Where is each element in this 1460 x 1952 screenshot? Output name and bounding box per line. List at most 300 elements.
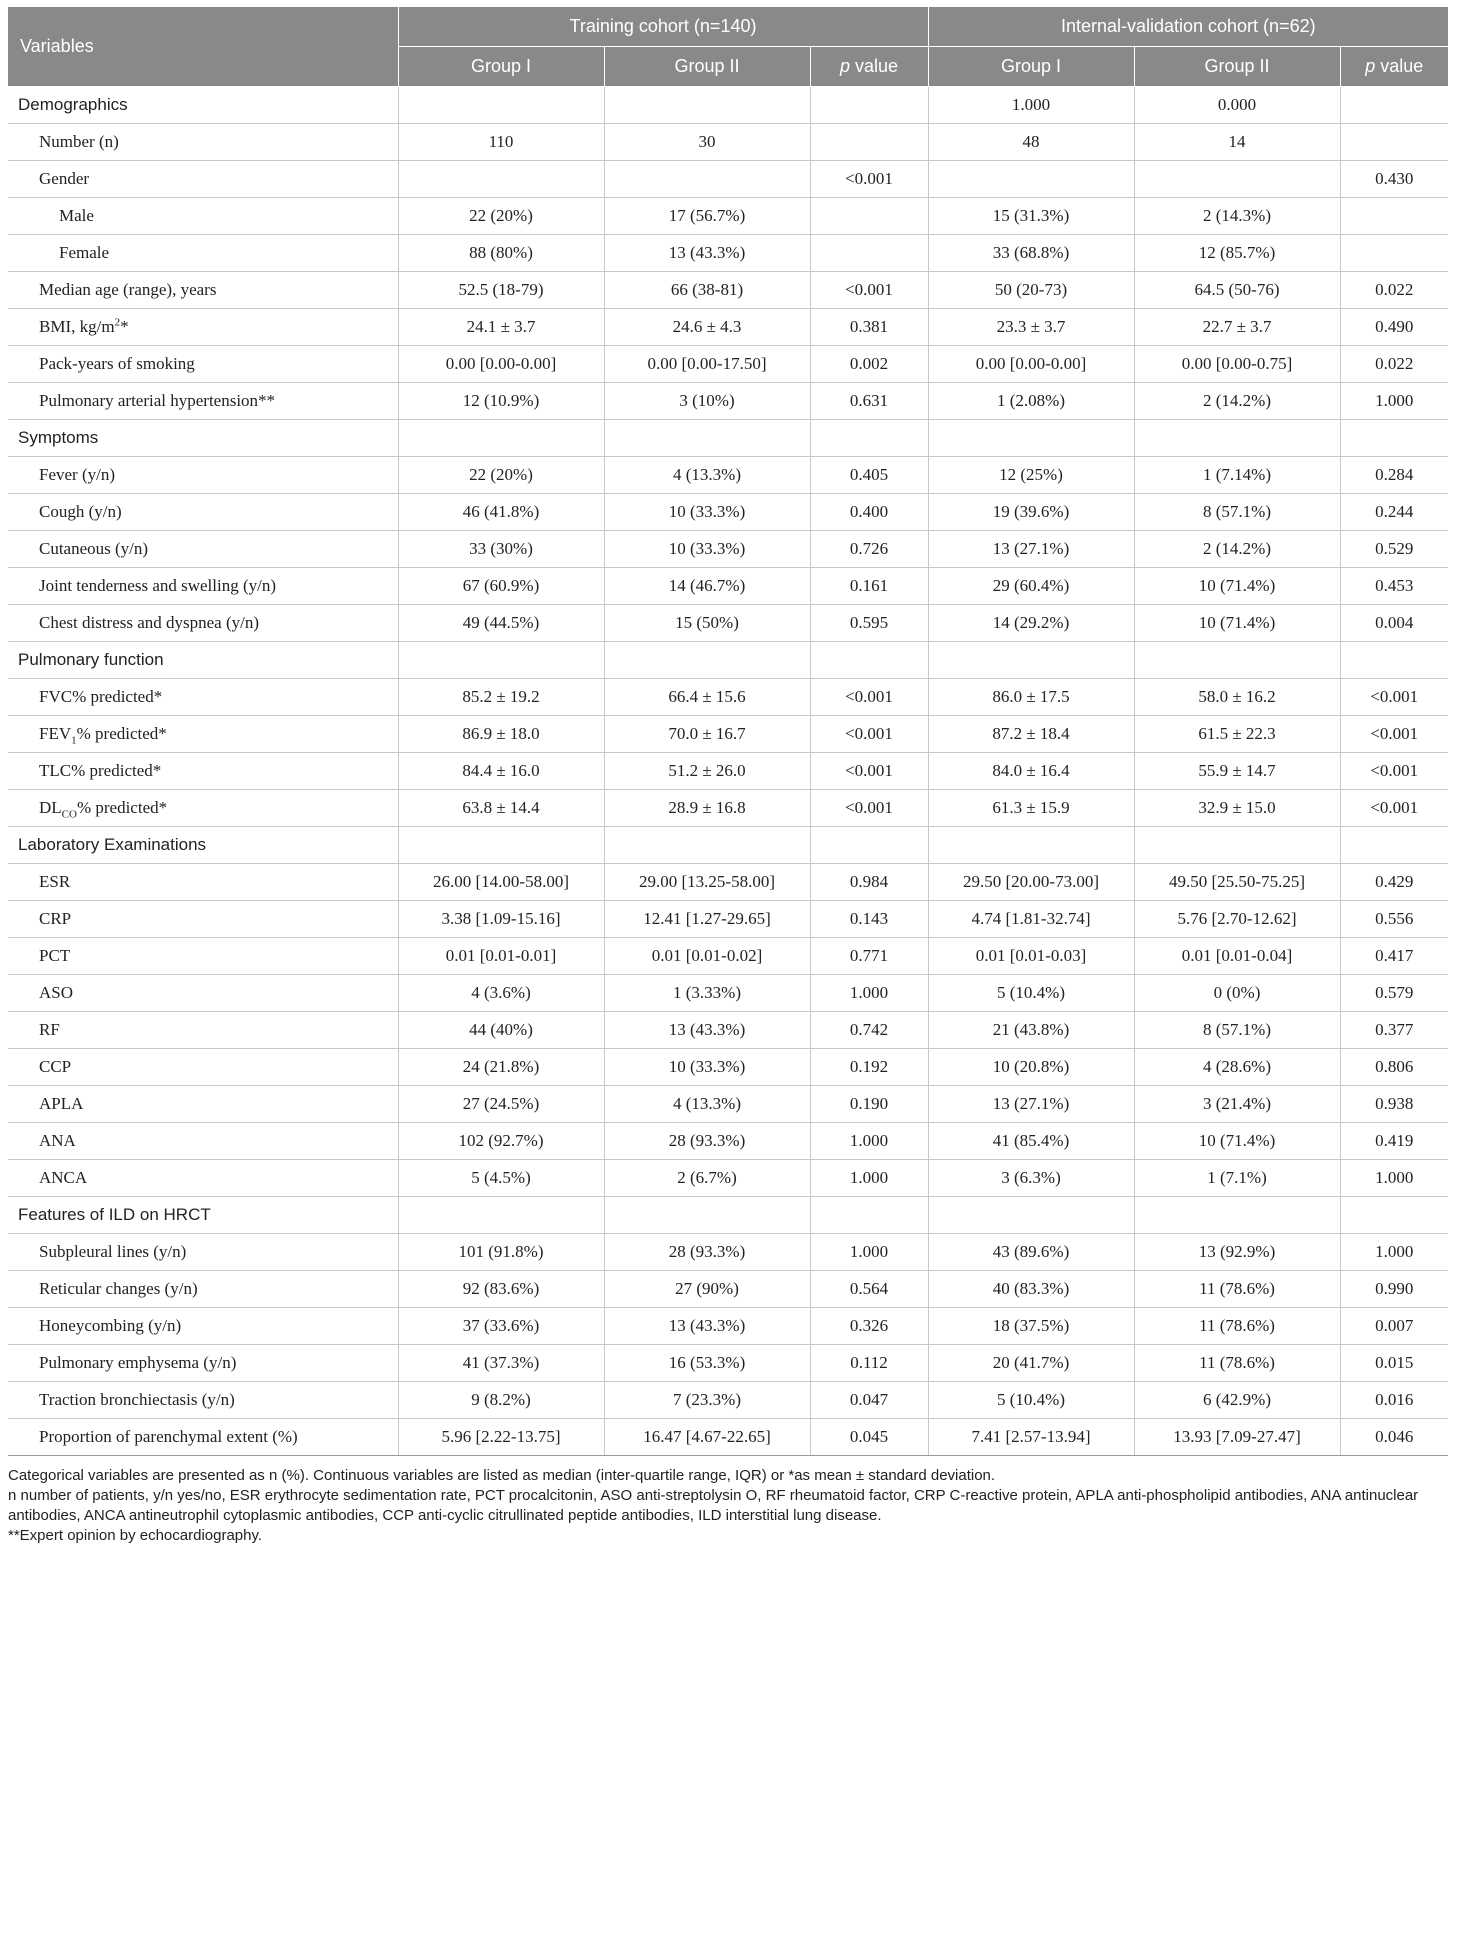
validation-p-value-cell: 0.244 <box>1340 494 1448 531</box>
validation-p-value-cell: 0.004 <box>1340 605 1448 642</box>
validation-group2-cell: 14 <box>1134 124 1340 161</box>
training-p-value-cell: 0.190 <box>810 1086 928 1123</box>
label-text: Female <box>59 243 110 262</box>
validation-group2-cell: 3 (21.4%) <box>1134 1086 1340 1123</box>
training-p-value-cell: <0.001 <box>810 679 928 716</box>
table-row <box>8 1419 1448 1456</box>
validation-group2-cell: 55.9 ± 14.7 <box>1134 753 1340 790</box>
training-group1-cell: 33 (30%) <box>398 531 604 568</box>
validation-group2-cell: 58.0 ± 16.2 <box>1134 679 1340 716</box>
training-p-value-cell <box>810 124 928 161</box>
label-text: CRP <box>39 909 72 928</box>
training-group2-cell: 0.00 [0.00-17.50] <box>604 346 810 383</box>
row-label <box>8 1382 398 1419</box>
row-label <box>8 864 398 901</box>
table-row <box>8 1271 1448 1308</box>
training-p-value-cell <box>810 235 928 272</box>
row-label <box>8 1160 398 1197</box>
validation-group1-header: Group I <box>928 47 1134 87</box>
validation-p-value-cell: 0.046 <box>1340 1419 1448 1456</box>
training-group1-cell: 12 (10.9%) <box>398 383 604 420</box>
training-group1-cell: 0.00 [0.00-0.00] <box>398 346 604 383</box>
footnote: n number of patients, y/n yes/no, ESR erythrocyte sedimentation rate, PCT procalcitonin, ASO anti-streptolysin O, RF rheumatoid factor, CRP C-reactive protein, APLA anti-phospholipid antibodies, ANA antinuclear antibodies, ANCA antineutrophil cytoplasmic antibodies, CCP anti-cyclic citrullinated peptide antibodies, ILD interstitial lung disease. <box>8 1487 1419 1524</box>
validation-group1-cell: 87.2 ± 18.4 <box>928 716 1134 753</box>
training-group1-cell: 67 (60.9%) <box>398 568 604 605</box>
training-p-value-cell: 0.045 <box>810 1419 928 1456</box>
training-group2-cell: 28 (93.3%) <box>604 1123 810 1160</box>
training-group1-cell: 101 (91.8%) <box>398 1234 604 1271</box>
training-group1-cell: 27 (24.5%) <box>398 1086 604 1123</box>
training-p-value-cell: 0.564 <box>810 1271 928 1308</box>
validation-p-value-cell: 1.000 <box>1340 1234 1448 1271</box>
validation-group2-cell: 0.00 [0.00-0.75] <box>1134 346 1340 383</box>
label-suffix: % predicted* <box>76 724 167 743</box>
section-label <box>8 87 398 124</box>
table-row <box>8 1123 1448 1160</box>
training-group1-cell: 5 (4.5%) <box>398 1160 604 1197</box>
table-row <box>8 198 1448 235</box>
p-italic: p <box>839 56 850 76</box>
table-row <box>8 161 1448 198</box>
section-row <box>8 87 1448 124</box>
training-p-value-cell: 1.000 <box>810 1160 928 1197</box>
validation-group1-cell <box>928 1197 1134 1234</box>
validation-group2-cell: 13.93 [7.09-27.47] <box>1134 1419 1340 1456</box>
training-group2-cell: 24.6 ± 4.3 <box>604 309 810 346</box>
validation-group1-cell <box>928 420 1134 457</box>
row-label <box>8 235 398 272</box>
row-label <box>8 1271 398 1308</box>
validation-group2-cell <box>1134 1197 1340 1234</box>
training-group2-cell: 13 (43.3%) <box>604 1308 810 1345</box>
row-label <box>8 679 398 716</box>
training-p-value-cell: 1.000 <box>810 975 928 1012</box>
section-row <box>8 642 1448 679</box>
validation-p-value-cell: 0.417 <box>1340 938 1448 975</box>
training-group2-cell: 15 (50%) <box>604 605 810 642</box>
label-text: Subpleural lines (y/n) <box>39 1242 187 1261</box>
training-group1-cell: 84.4 ± 16.0 <box>398 753 604 790</box>
training-p-value-cell: <0.001 <box>810 790 928 827</box>
training-group1-cell <box>398 87 604 124</box>
validation-group2-cell: 1 (7.14%) <box>1134 457 1340 494</box>
training-p-value-cell: 0.326 <box>810 1308 928 1345</box>
row-label <box>8 753 398 790</box>
table-row <box>8 790 1448 827</box>
label-text: ESR <box>39 872 71 891</box>
training-p-value-cell: 0.400 <box>810 494 928 531</box>
training-group1-cell: 49 (44.5%) <box>398 605 604 642</box>
training-group2-cell: 7 (23.3%) <box>604 1382 810 1419</box>
table-row <box>8 383 1448 420</box>
validation-p-value-cell <box>1340 87 1448 124</box>
validation-group1-cell: 48 <box>928 124 1134 161</box>
validation-p-value-cell: <0.001 <box>1340 790 1448 827</box>
training-group2-header: Group II <box>604 47 810 87</box>
validation-group2-cell: 22.7 ± 3.7 <box>1134 309 1340 346</box>
training-p-value-cell: <0.001 <box>810 272 928 309</box>
validation-group2-cell <box>1134 161 1340 198</box>
training-group1-cell: 37 (33.6%) <box>398 1308 604 1345</box>
label-text: Cutaneous (y/n) <box>39 539 149 558</box>
row-label <box>8 605 398 642</box>
label-text: Symptoms <box>18 428 99 447</box>
table-row <box>8 494 1448 531</box>
validation-p-value-cell: <0.001 <box>1340 753 1448 790</box>
validation-group1-cell: 0.00 [0.00-0.00] <box>928 346 1134 383</box>
label-text: Laboratory Examinations <box>18 835 207 854</box>
label-text: Proportion of parenchymal extent (%) <box>39 1427 298 1446</box>
training-group2-cell: 17 (56.7%) <box>604 198 810 235</box>
table-header <box>8 7 1448 87</box>
section-row <box>8 1197 1448 1234</box>
training-p-value-cell <box>810 87 928 124</box>
row-label <box>8 346 398 383</box>
validation-group2-cell: 8 (57.1%) <box>1134 494 1340 531</box>
validation-group2-cell: 49.50 [25.50-75.25] <box>1134 864 1340 901</box>
validation-group1-cell: 4.74 [1.81-32.74] <box>928 901 1134 938</box>
label-text: FEV <box>39 724 72 743</box>
row-label <box>8 272 398 309</box>
training-group1-cell: 24 (21.8%) <box>398 1049 604 1086</box>
validation-group1-cell: 41 (85.4%) <box>928 1123 1134 1160</box>
label-text: CCP <box>39 1057 72 1076</box>
validation-group2-cell: 10 (71.4%) <box>1134 568 1340 605</box>
validation-group2-cell: 11 (78.6%) <box>1134 1345 1340 1382</box>
validation-group1-cell: 3 (6.3%) <box>928 1160 1134 1197</box>
label-text: TLC% predicted* <box>39 761 162 780</box>
validation-group2-cell: 5.76 [2.70-12.62] <box>1134 901 1340 938</box>
training-group2-cell: 3 (10%) <box>604 383 810 420</box>
training-p-value-cell: <0.001 <box>810 161 928 198</box>
validation-group2-cell: 2 (14.2%) <box>1134 531 1340 568</box>
validation-p-value-cell: 0.579 <box>1340 975 1448 1012</box>
training-group1-cell: 41 (37.3%) <box>398 1345 604 1382</box>
validation-group2-cell: 10 (71.4%) <box>1134 1123 1340 1160</box>
training-group2-cell: 13 (43.3%) <box>604 1012 810 1049</box>
validation-p-value-cell: 0.377 <box>1340 1012 1448 1049</box>
training-p-value-cell: 0.047 <box>810 1382 928 1419</box>
training-p-value-cell: <0.001 <box>810 716 928 753</box>
label-text: RF <box>39 1020 60 1039</box>
validation-group2-cell: 2 (14.3%) <box>1134 198 1340 235</box>
validation-group1-cell: 10 (20.8%) <box>928 1049 1134 1086</box>
label-text: ANA <box>39 1131 76 1150</box>
label-text: Honeycombing (y/n) <box>39 1316 182 1335</box>
row-label <box>8 383 398 420</box>
validation-group1-cell: 61.3 ± 15.9 <box>928 790 1134 827</box>
label-text: Pulmonary arterial hypertension** <box>39 391 276 410</box>
row-label <box>8 901 398 938</box>
validation-group1-cell: 14 (29.2%) <box>928 605 1134 642</box>
training-group1-cell: 88 (80%) <box>398 235 604 272</box>
validation-group1-cell: 33 (68.8%) <box>928 235 1134 272</box>
label-text: Chest distress and dyspnea (y/n) <box>39 613 260 632</box>
table-row <box>8 716 1448 753</box>
table-row <box>8 309 1448 346</box>
training-p-value-cell: 0.143 <box>810 901 928 938</box>
validation-group1-cell: 29.50 [20.00-73.00] <box>928 864 1134 901</box>
training-group2-cell: 13 (43.3%) <box>604 235 810 272</box>
training-group2-cell: 30 <box>604 124 810 161</box>
row-label <box>8 531 398 568</box>
validation-group1-cell: 50 (20-73) <box>928 272 1134 309</box>
training-p-value-cell: 0.002 <box>810 346 928 383</box>
row-label <box>8 1012 398 1049</box>
section-label <box>8 642 398 679</box>
validation-group1-cell: 7.41 [2.57-13.94] <box>928 1419 1134 1456</box>
validation-p-value-cell: 0.016 <box>1340 1382 1448 1419</box>
table-row <box>8 457 1448 494</box>
training-p-value-cell: 1.000 <box>810 1234 928 1271</box>
label-text: ASO <box>39 983 74 1002</box>
table-footnotes <box>8 1466 1448 1546</box>
label-text: Pack-years of smoking <box>39 354 195 373</box>
training-group2-cell: 28 (93.3%) <box>604 1234 810 1271</box>
validation-p-value-cell <box>1340 235 1448 272</box>
training-group1-cell <box>398 161 604 198</box>
validation-group2-cell: 0 (0%) <box>1134 975 1340 1012</box>
training-group2-cell: 10 (33.3%) <box>604 494 810 531</box>
table-body <box>8 87 1448 1456</box>
validation-group2-cell: 0.01 [0.01-0.04] <box>1134 938 1340 975</box>
table-row <box>8 235 1448 272</box>
training-group1-cell: 46 (41.8%) <box>398 494 604 531</box>
label-text: Number (n) <box>39 132 119 151</box>
training-group1-cell: 9 (8.2%) <box>398 1382 604 1419</box>
training-group2-cell: 4 (13.3%) <box>604 1086 810 1123</box>
validation-p-value-cell <box>1340 420 1448 457</box>
training-p-value-cell: 0.192 <box>810 1049 928 1086</box>
training-p-value-cell <box>810 420 928 457</box>
footnote: Categorical variables are presented as n (%). Continuous variables are listed as median (inter-quartile range, IQR) or *as mean ± standard deviation. <box>8 1467 996 1484</box>
training-group2-cell: 12.41 [1.27-29.65] <box>604 901 810 938</box>
validation-group2-cell: 13 (92.9%) <box>1134 1234 1340 1271</box>
validation-group1-cell: 21 (43.8%) <box>928 1012 1134 1049</box>
training-cohort-header: Training cohort (n=140) <box>398 7 928 47</box>
table-row <box>8 864 1448 901</box>
validation-p-value-cell: 0.430 <box>1340 161 1448 198</box>
validation-group1-cell <box>928 161 1134 198</box>
training-group2-cell <box>604 420 810 457</box>
validation-group2-cell <box>1134 827 1340 864</box>
validation-p-value-header <box>1340 47 1448 87</box>
variables-header: Variables <box>8 7 398 87</box>
validation-p-value-cell <box>1340 642 1448 679</box>
validation-group2-cell: 10 (71.4%) <box>1134 605 1340 642</box>
validation-group2-cell <box>1134 420 1340 457</box>
validation-group1-cell: 12 (25%) <box>928 457 1134 494</box>
training-p-value-cell: 0.405 <box>810 457 928 494</box>
table-row <box>8 124 1448 161</box>
validation-group1-cell <box>928 642 1134 679</box>
label-text: Cough (y/n) <box>39 502 122 521</box>
training-group2-cell: 10 (33.3%) <box>604 531 810 568</box>
validation-p-value-cell: 0.556 <box>1340 901 1448 938</box>
training-group1-cell: 26.00 [14.00-58.00] <box>398 864 604 901</box>
label-text: BMI, kg/m <box>39 317 115 336</box>
validation-p-value-cell: <0.001 <box>1340 679 1448 716</box>
training-group1-cell: 5.96 [2.22-13.75] <box>398 1419 604 1456</box>
row-label <box>8 161 398 198</box>
validation-group2-cell: 6 (42.9%) <box>1134 1382 1340 1419</box>
label-text: Demographics <box>18 95 128 114</box>
training-group2-cell: 14 (46.7%) <box>604 568 810 605</box>
row-label <box>8 568 398 605</box>
training-group1-cell: 22 (20%) <box>398 198 604 235</box>
label-subscript: 1 <box>71 734 77 747</box>
training-p-value-cell: 0.631 <box>810 383 928 420</box>
row-label <box>8 1308 398 1345</box>
footnote: **Expert opinion by echocardiography. <box>8 1527 263 1544</box>
validation-group2-cell: 11 (78.6%) <box>1134 1271 1340 1308</box>
label-text: Reticular changes (y/n) <box>39 1279 198 1298</box>
row-label <box>8 494 398 531</box>
validation-group1-cell: 20 (41.7%) <box>928 1345 1134 1382</box>
validation-group2-cell: 64.5 (50-76) <box>1134 272 1340 309</box>
training-p-value-cell: 0.381 <box>810 309 928 346</box>
table-row <box>8 568 1448 605</box>
label-text: FVC% predicted* <box>39 687 163 706</box>
training-group1-cell: 4 (3.6%) <box>398 975 604 1012</box>
label-suffix: * <box>120 317 129 336</box>
row-label <box>8 1049 398 1086</box>
training-p-value-cell: 0.984 <box>810 864 928 901</box>
validation-p-value-cell: 1.000 <box>1340 1160 1448 1197</box>
validation-group2-cell: 61.5 ± 22.3 <box>1134 716 1340 753</box>
training-group2-cell: 4 (13.3%) <box>604 457 810 494</box>
table-row <box>8 1345 1448 1382</box>
row-label <box>8 457 398 494</box>
training-group2-cell <box>604 827 810 864</box>
training-group1-cell: 52.5 (18-79) <box>398 272 604 309</box>
table-row <box>8 531 1448 568</box>
validation-group1-cell: 15 (31.3%) <box>928 198 1134 235</box>
validation-group1-cell: 86.0 ± 17.5 <box>928 679 1134 716</box>
validation-group1-cell: 29 (60.4%) <box>928 568 1134 605</box>
validation-group2-cell: 32.9 ± 15.0 <box>1134 790 1340 827</box>
training-p-value-header <box>810 47 928 87</box>
training-group1-cell <box>398 642 604 679</box>
label-text: Male <box>59 206 94 225</box>
table-document <box>8 7 1448 1546</box>
table-row <box>8 1234 1448 1271</box>
training-group1-cell: 0.01 [0.01-0.01] <box>398 938 604 975</box>
training-p-value-cell: 0.771 <box>810 938 928 975</box>
validation-group1-cell: 5 (10.4%) <box>928 1382 1134 1419</box>
validation-p-value-cell: 0.990 <box>1340 1271 1448 1308</box>
training-group2-cell: 1 (3.33%) <box>604 975 810 1012</box>
p-value-text: value <box>1375 56 1424 76</box>
training-group1-cell: 110 <box>398 124 604 161</box>
table-row <box>8 1086 1448 1123</box>
training-group1-cell: 3.38 [1.09-15.16] <box>398 901 604 938</box>
validation-group1-cell: 40 (83.3%) <box>928 1271 1134 1308</box>
validation-group1-cell: 43 (89.6%) <box>928 1234 1134 1271</box>
training-group1-cell <box>398 1197 604 1234</box>
table-row <box>8 272 1448 309</box>
training-p-value-cell <box>810 198 928 235</box>
training-group2-cell: 28.9 ± 16.8 <box>604 790 810 827</box>
training-group2-cell: 10 (33.3%) <box>604 1049 810 1086</box>
training-p-value-cell <box>810 642 928 679</box>
validation-group1-cell: 84.0 ± 16.4 <box>928 753 1134 790</box>
training-p-value-cell: 0.112 <box>810 1345 928 1382</box>
validation-group1-cell: 5 (10.4%) <box>928 975 1134 1012</box>
row-label <box>8 975 398 1012</box>
validation-p-value-cell: 0.419 <box>1340 1123 1448 1160</box>
validation-group2-cell: 0.000 <box>1134 87 1340 124</box>
row-label <box>8 309 398 346</box>
validation-p-value-cell: 0.806 <box>1340 1049 1448 1086</box>
row-label <box>8 1123 398 1160</box>
validation-group2-cell: 8 (57.1%) <box>1134 1012 1340 1049</box>
validation-group2-cell: 12 (85.7%) <box>1134 235 1340 272</box>
training-p-value-cell: 0.726 <box>810 531 928 568</box>
p-italic: p <box>1365 56 1376 76</box>
validation-p-value-cell <box>1340 1197 1448 1234</box>
validation-group1-cell <box>928 827 1134 864</box>
table-row <box>8 901 1448 938</box>
validation-p-value-cell: 0.938 <box>1340 1086 1448 1123</box>
label-text: Pulmonary function <box>18 650 164 669</box>
validation-p-value-cell: 0.022 <box>1340 346 1448 383</box>
validation-group1-cell: 13 (27.1%) <box>928 1086 1134 1123</box>
validation-group2-cell <box>1134 642 1340 679</box>
validation-p-value-cell <box>1340 124 1448 161</box>
training-group2-cell: 2 (6.7%) <box>604 1160 810 1197</box>
label-text: ANCA <box>39 1168 88 1187</box>
validation-p-value-cell: 0.453 <box>1340 568 1448 605</box>
table-row <box>8 1160 1448 1197</box>
table-row <box>8 1382 1448 1419</box>
row-label <box>8 716 398 753</box>
label-superscript: 2 <box>114 316 121 329</box>
training-p-value-cell: 1.000 <box>810 1123 928 1160</box>
validation-group1-cell: 1.000 <box>928 87 1134 124</box>
training-group1-cell: 102 (92.7%) <box>398 1123 604 1160</box>
table-row <box>8 679 1448 716</box>
row-label <box>8 1234 398 1271</box>
row-label <box>8 1345 398 1382</box>
section-label <box>8 827 398 864</box>
validation-p-value-cell: <0.001 <box>1340 716 1448 753</box>
row-label <box>8 938 398 975</box>
label-suffix: % predicted* <box>76 798 168 817</box>
section-row <box>8 420 1448 457</box>
results-table <box>8 7 1448 1456</box>
label-text: Fever (y/n) <box>39 465 116 484</box>
section-label <box>8 420 398 457</box>
validation-group1-cell: 13 (27.1%) <box>928 531 1134 568</box>
validation-group1-cell: 23.3 ± 3.7 <box>928 309 1134 346</box>
table-row <box>8 605 1448 642</box>
validation-cohort-header: Internal-validation cohort (n=62) <box>928 7 1448 47</box>
validation-p-value-cell: 0.284 <box>1340 457 1448 494</box>
label-text: Features of ILD on HRCT <box>18 1205 211 1224</box>
row-label <box>8 198 398 235</box>
validation-group2-cell: 4 (28.6%) <box>1134 1049 1340 1086</box>
training-group1-cell <box>398 827 604 864</box>
training-group2-cell: 29.00 [13.25-58.00] <box>604 864 810 901</box>
row-label <box>8 1419 398 1456</box>
validation-group2-header: Group II <box>1134 47 1340 87</box>
validation-p-value-cell: 0.529 <box>1340 531 1448 568</box>
table-row <box>8 753 1448 790</box>
validation-group2-cell: 1 (7.1%) <box>1134 1160 1340 1197</box>
table-row <box>8 1308 1448 1345</box>
training-p-value-cell: 0.161 <box>810 568 928 605</box>
